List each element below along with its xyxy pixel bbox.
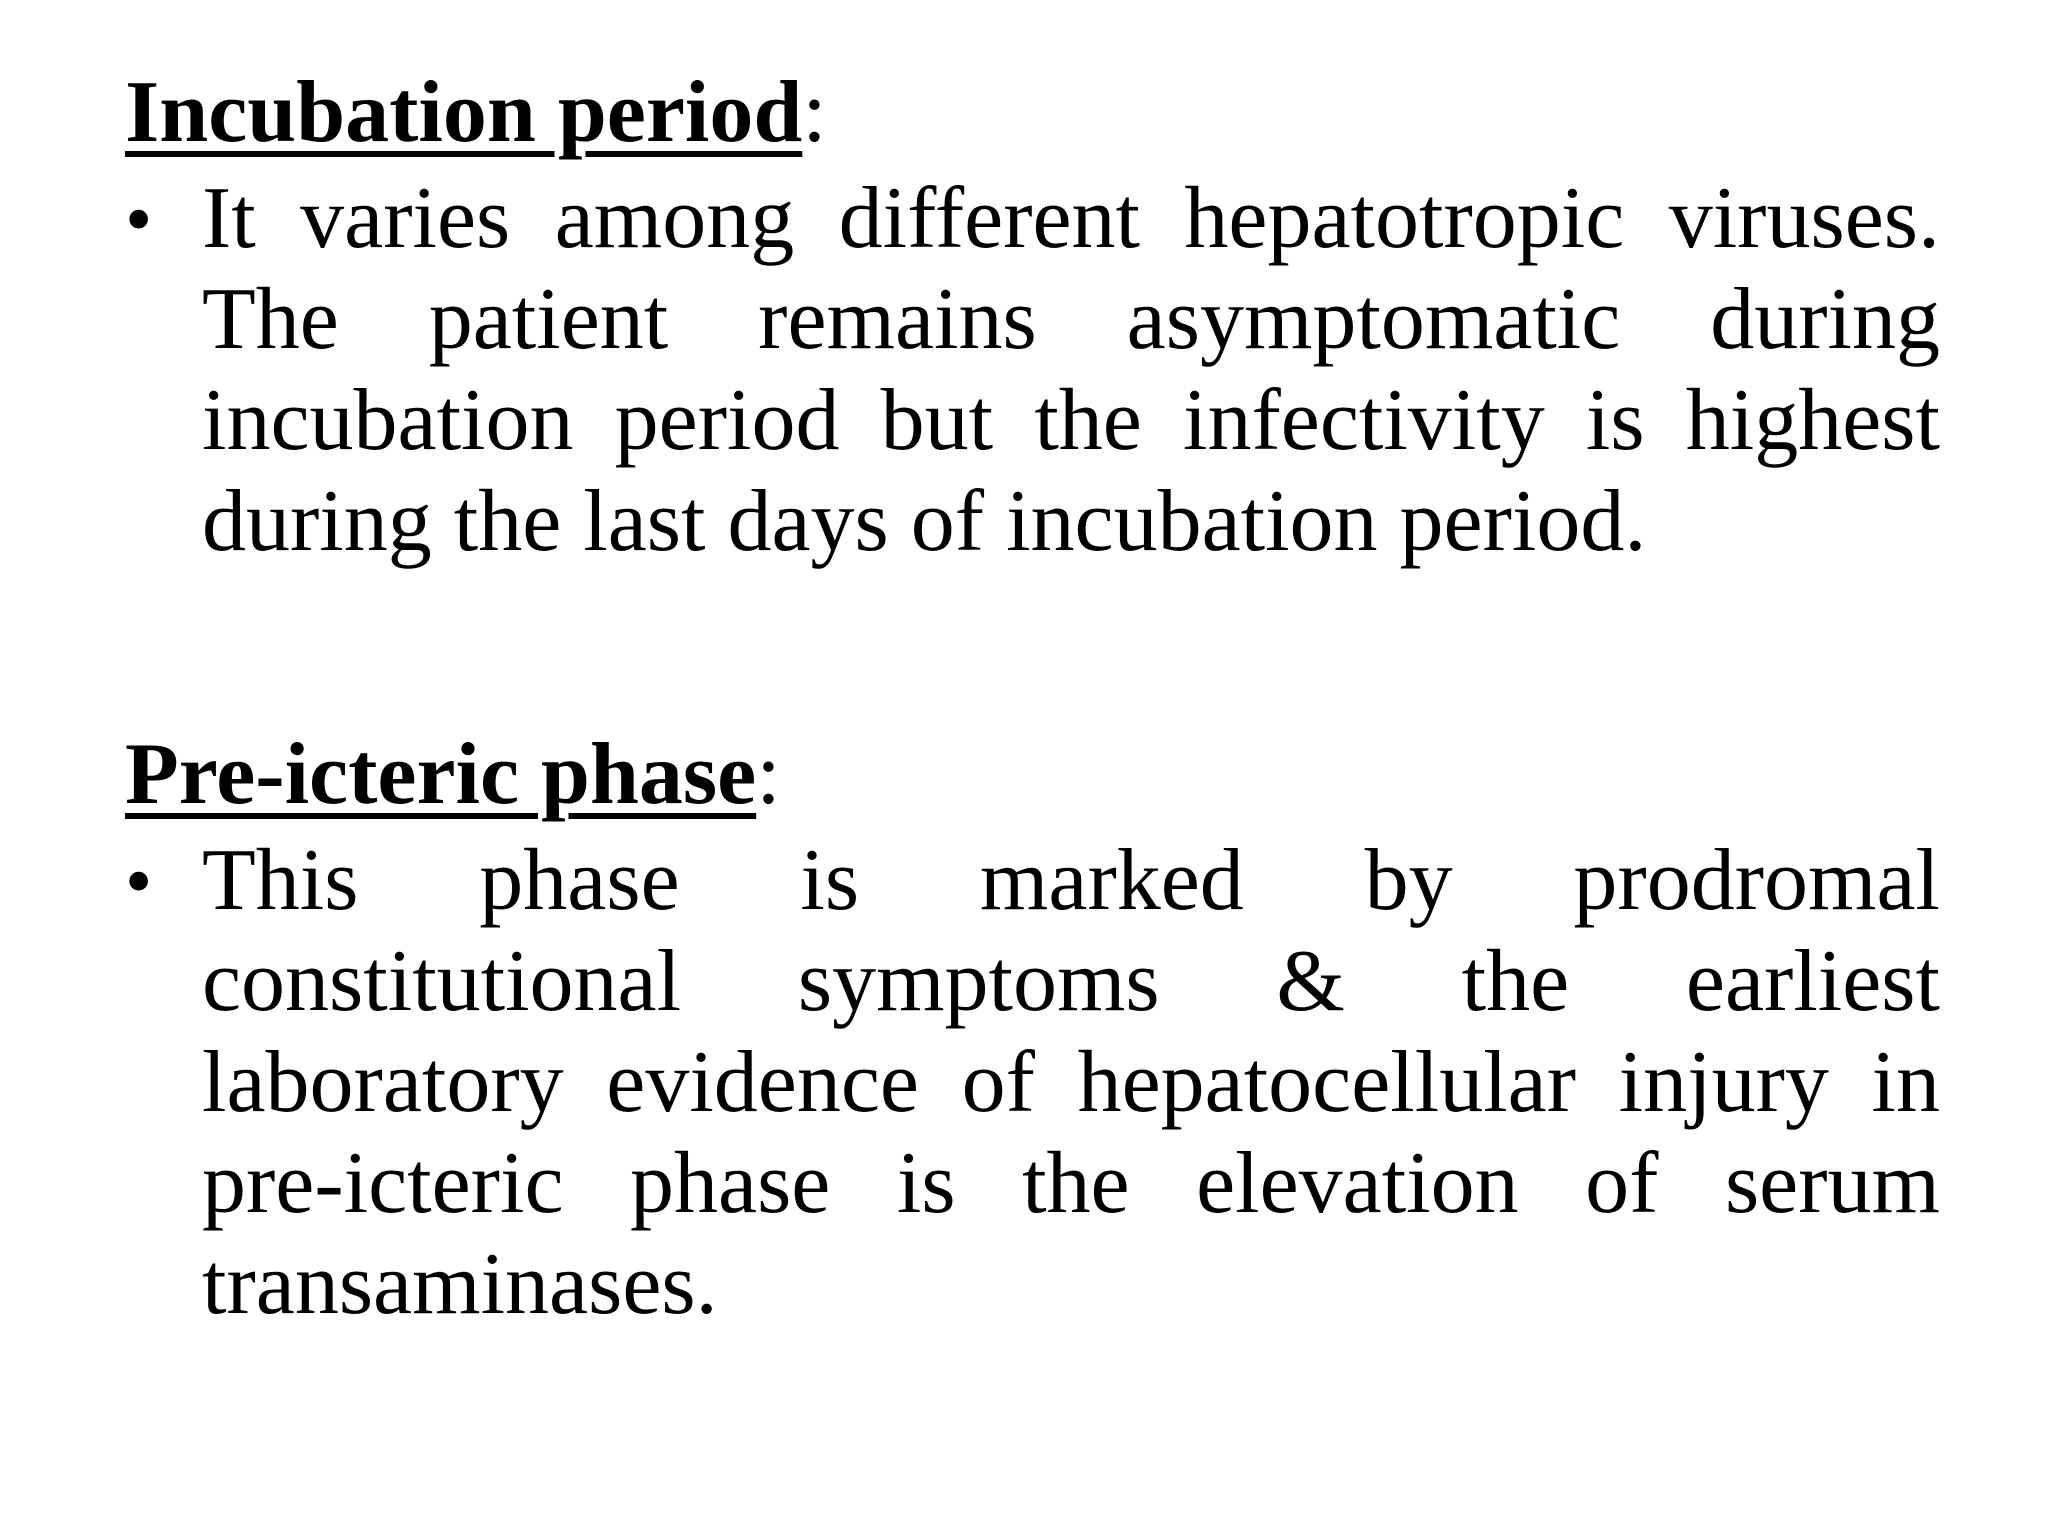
bullet-text: [202, 168, 1940, 572]
bullet-text: [202, 830, 1940, 1335]
heading-colon: :: [802, 64, 827, 161]
text-line: during the last days of incubation period.: [202, 473, 1647, 570]
bullet-item: [125, 830, 1940, 1335]
section-heading: [125, 58, 1940, 168]
section-heading: [125, 720, 1940, 830]
text-line: It varies among different hepatotropic viruses.: [202, 170, 1940, 267]
text-line: The patient remains asymptomatic during: [202, 271, 1940, 368]
section-incubation-period: [125, 58, 1940, 572]
text-line: This phase is marked by prodromal: [202, 832, 1940, 929]
heading-colon: :: [756, 726, 781, 823]
text-line: incubation period but the infectivity is highest: [202, 372, 1940, 469]
bullet-icon: •: [125, 175, 153, 262]
bullet-item: [125, 168, 1940, 572]
heading-text: Incubation period: [125, 64, 803, 161]
text-line: constitutional symptoms & the earliest: [202, 933, 1940, 1030]
bullet-icon: •: [125, 837, 153, 924]
text-line: transaminases.: [202, 1236, 718, 1333]
text-line: laboratory evidence of hepatocellular injury in: [202, 1034, 1940, 1131]
text-line: pre-icteric phase is the elevation of serum: [202, 1135, 1940, 1232]
heading-text: Pre-icteric phase: [125, 726, 757, 823]
section-pre-icteric-phase: [125, 720, 1940, 1335]
